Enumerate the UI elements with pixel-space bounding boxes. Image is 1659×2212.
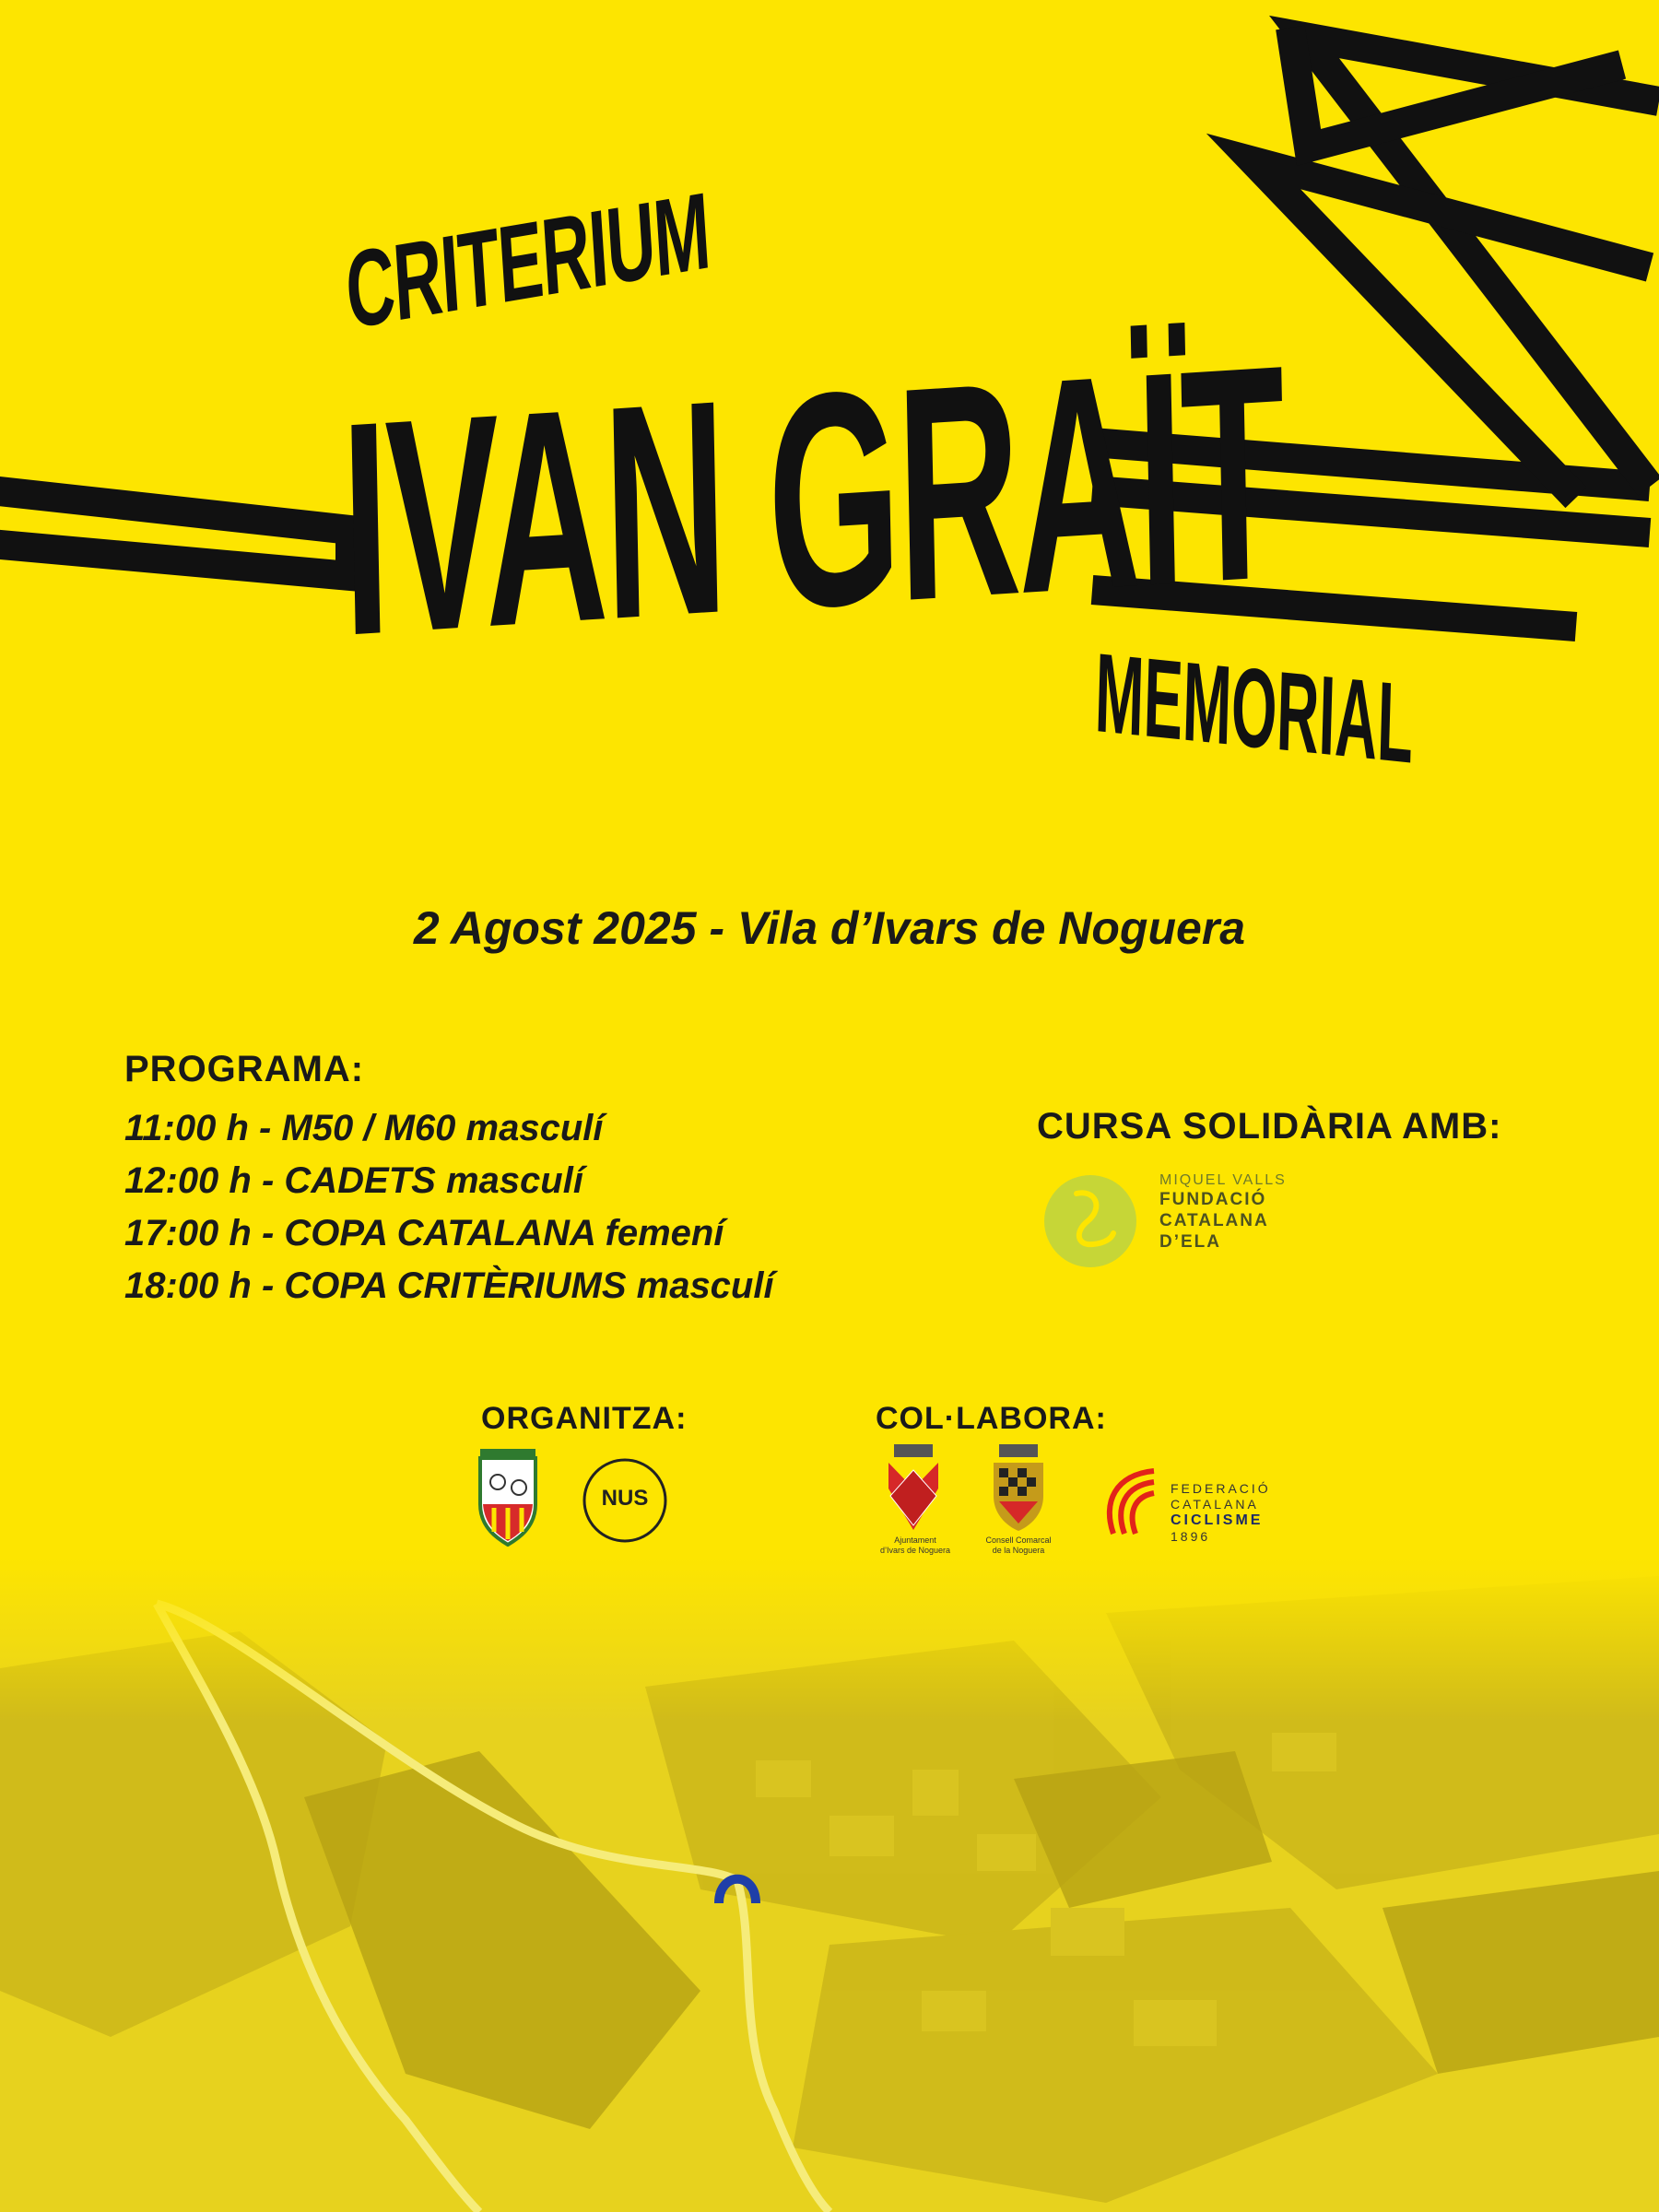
ivars-caption-line: d’Ivars de Noguera xyxy=(879,1546,951,1555)
consell-caption xyxy=(968,1535,1069,1556)
programme-heading: PROGRAMA: xyxy=(124,1049,365,1089)
fundacio-ela-line: CATALANA xyxy=(1159,1211,1269,1230)
solidarity-heading: CURSA SOLIDÀRIA AMB: xyxy=(1037,1106,1502,1147)
collaborators-heading: COL·LABORA: xyxy=(876,1401,1107,1436)
programme-item: 18:00 h - COPA CRITÈRIUMS masculí xyxy=(124,1265,774,1306)
fcc-text xyxy=(1171,1481,1271,1545)
nus-creacions-icon xyxy=(579,1454,671,1547)
fundacio-ela-small: MIQUEL VALLS xyxy=(1159,1172,1287,1188)
event-date-place: 2 Agost 2025 - Vila d’Ivars de Noguera xyxy=(413,902,1246,954)
fcc-year: 1896 xyxy=(1171,1529,1211,1544)
ivars-caption xyxy=(865,1535,966,1556)
fundacio-ela-logo-icon xyxy=(1040,1171,1141,1272)
ivars-caption-line: Ajuntament xyxy=(894,1535,936,1545)
aerial-route-map xyxy=(0,1558,1659,2212)
title-criterium: CRITERIUM xyxy=(342,170,713,353)
programme-item: 17:00 h - COPA CATALANA femení xyxy=(124,1213,724,1253)
ivars-crest-icon xyxy=(881,1442,946,1535)
programme-item: 12:00 h - CADETS masculí xyxy=(124,1160,583,1201)
title-memorial: MEMORIAL xyxy=(1093,629,1416,787)
programme-list xyxy=(124,1102,774,1312)
fcc-stripes-icon xyxy=(1097,1465,1161,1539)
fcc-strong: CICLISME xyxy=(1171,1512,1264,1528)
consell-caption-line: Consell Comarcal xyxy=(985,1535,1052,1545)
consell-noguera-crest-icon xyxy=(986,1442,1051,1535)
organizers-heading: ORGANITZA: xyxy=(481,1401,688,1436)
fundacio-ela-line: D’ELA xyxy=(1159,1232,1221,1252)
svg-text:NUS: NUS xyxy=(601,1486,649,1511)
fundacio-ela-text xyxy=(1159,1172,1287,1253)
programme-item: 11:00 h - M50 / M60 masculí xyxy=(124,1108,604,1148)
consell-caption-line: de la Noguera xyxy=(992,1546,1045,1555)
fcc-line: CATALANA xyxy=(1171,1497,1259,1512)
cbga-crest-icon xyxy=(476,1447,540,1547)
title-name: IVAN GRAÏT xyxy=(338,300,1286,700)
fundacio-ela-line: FUNDACIÓ xyxy=(1159,1190,1267,1209)
fcc-line: FEDERACIÓ xyxy=(1171,1481,1271,1496)
